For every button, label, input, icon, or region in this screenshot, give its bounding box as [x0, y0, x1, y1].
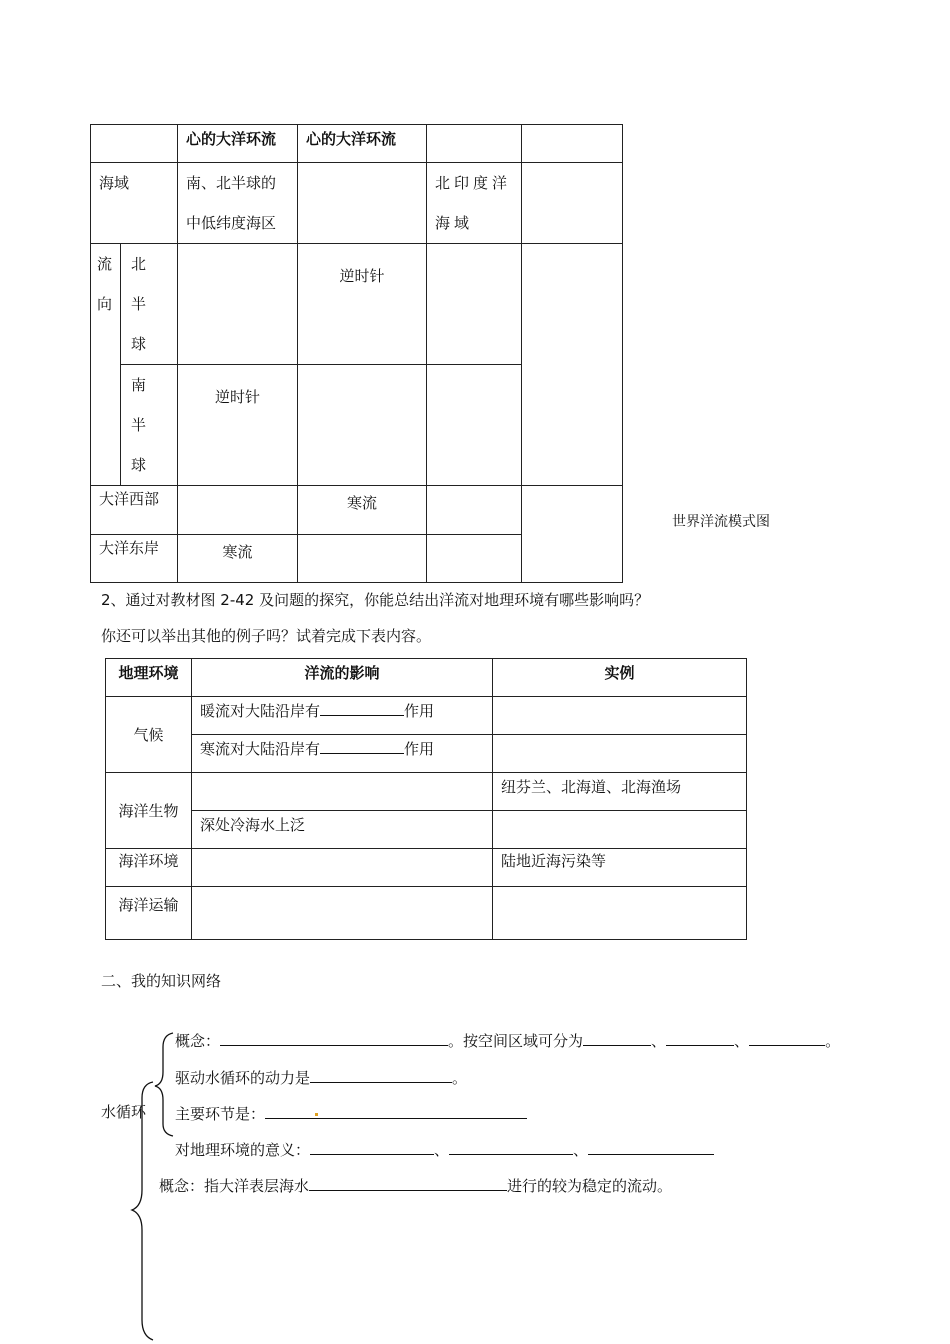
south-label-line1: 南半 [131, 376, 155, 434]
cold-suffix: 作用 [404, 740, 435, 758]
flow-label-char1: 流 [97, 255, 113, 273]
current-concept-prefix: 概念：指大洋表层海水 [159, 1177, 310, 1195]
row-label-marine-transport: 海洋运输 [106, 887, 192, 940]
links-prefix: 主要环节是： [175, 1105, 266, 1123]
flow-label-char2: 向 [97, 295, 113, 313]
meaning-line [175, 1140, 714, 1160]
concept-sep2: 、 [734, 1032, 750, 1050]
meaning-sep2: 、 [573, 1141, 589, 1159]
marine-life-example: 纽芬兰、北海道、北海渔场 [493, 773, 747, 811]
links-blank[interactable] [265, 1104, 527, 1119]
current-concept-blank[interactable] [309, 1176, 507, 1191]
concept-end: 。 [825, 1032, 841, 1050]
cursor-mark [315, 1113, 318, 1116]
figure-caption: 世界洋流模式图 [672, 514, 770, 530]
meaning-blank-2[interactable] [449, 1140, 573, 1155]
row-label-ocean-east: 大洋东岸 [91, 535, 178, 583]
concept-sep1: 、 [651, 1032, 667, 1050]
section2-title: 二、我的知识网络 [101, 972, 222, 990]
concept-blank[interactable] [220, 1031, 448, 1046]
meaning-blank-1[interactable] [310, 1140, 434, 1155]
row-label-climate: 气候 [106, 697, 192, 773]
row-label-sea-area: 海域 [91, 163, 178, 244]
table2-header-environment: 地理环境 [106, 659, 192, 697]
north-label-line1: 北半 [131, 255, 155, 313]
concept-mid: 。按空间区域可分为 [448, 1032, 584, 1050]
table1-header-col2: 心的大洋环流 [298, 125, 427, 163]
north-col2: 逆时针 [298, 244, 427, 365]
ocean-current-concept-line [159, 1176, 672, 1196]
water-cycle-brace [155, 1033, 173, 1136]
question2-line1: 2、通过对教材图 2-42 及问题的探究，你能总结出洋流对地理环境有哪些影响吗？ [101, 591, 650, 609]
row-label-marine-environment: 海洋环境 [106, 849, 192, 887]
water-cycle-label: 水循环 [101, 1103, 147, 1121]
concept-line [175, 1031, 840, 1051]
meaning-sep1: 、 [434, 1141, 450, 1159]
warm-suffix: 作用 [404, 702, 435, 720]
meaning-blank-3[interactable] [588, 1140, 714, 1155]
table2-header-example: 实例 [493, 659, 747, 697]
concept-prefix: 概念： [175, 1032, 221, 1050]
table1-header-col1: 心的大洋环流 [178, 125, 298, 163]
cold-prefix: 寒流对大陆沿岸有 [200, 740, 321, 758]
warm-prefix: 暖流对大陆沿岸有 [200, 702, 321, 720]
question2-line2: 你还可以举出其他的例子吗？试着完成下表内容。 [101, 627, 432, 645]
row-label-ocean-west: 大洋西部 [91, 486, 178, 535]
driver-end: 。 [452, 1069, 468, 1087]
driver-line [175, 1068, 467, 1088]
table2-header-effect: 洋流的影响 [192, 659, 493, 697]
marine-life-effect2: 深处冷海水上泛 [192, 811, 493, 849]
south-label-line2: 球 [131, 456, 147, 474]
links-line [175, 1104, 527, 1124]
east-col1: 寒流 [178, 535, 298, 583]
driver-prefix: 驱动水循环的动力是 [175, 1069, 311, 1087]
meaning-prefix: 对地理环境的意义： [175, 1141, 311, 1159]
driver-blank[interactable] [310, 1068, 452, 1083]
south-col1: 逆时针 [178, 365, 298, 486]
west-col2: 寒流 [298, 486, 427, 535]
row-label-marine-life: 海洋生物 [106, 773, 192, 849]
region-blank-1[interactable] [583, 1031, 651, 1046]
sea-area-col3: 北印度洋海域 [427, 163, 522, 244]
region-blank-3[interactable] [749, 1031, 825, 1046]
marine-environment-example: 陆地近海污染等 [493, 849, 747, 887]
sea-area-col1: 南、北半球的中低纬度海区 [178, 163, 298, 244]
current-concept-suffix: 进行的较为稳定的流动。 [507, 1177, 673, 1195]
north-label-line2: 球 [131, 335, 147, 353]
region-blank-2[interactable] [666, 1031, 734, 1046]
